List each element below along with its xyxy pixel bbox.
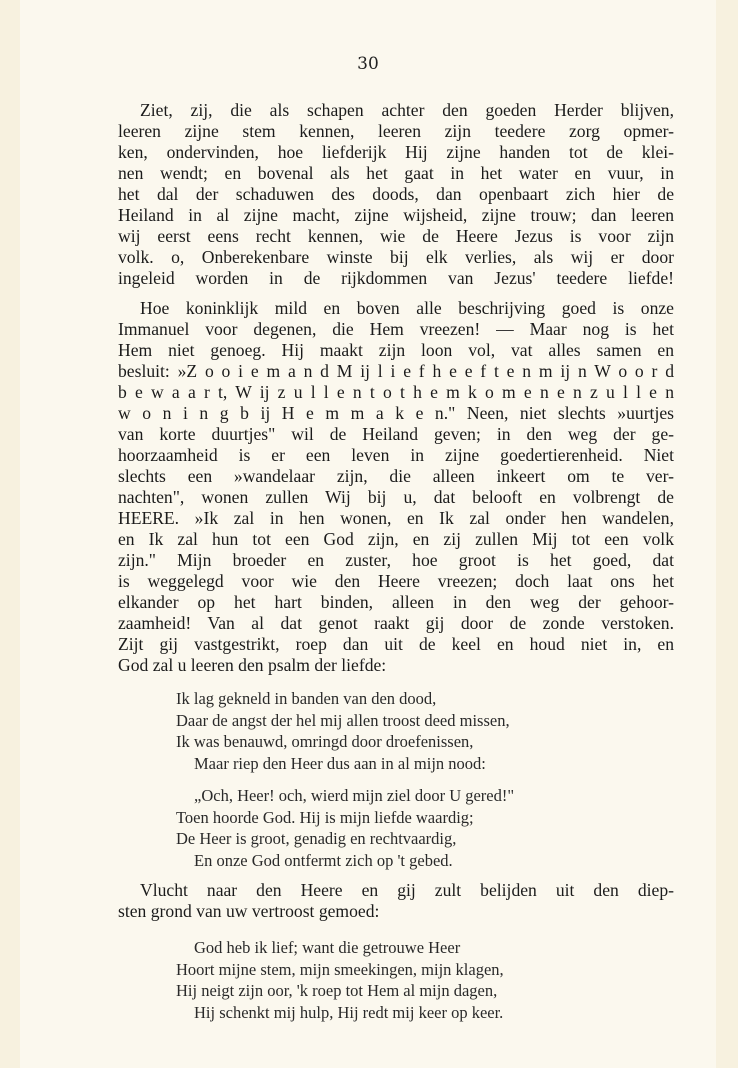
text-line: en Ik zal hun tot een God zijn, en zij zullen Mij tot een volk — [118, 529, 674, 549]
text-line: Zijt gij vastgestrikt, roep dan uit de keel en houd niet in, en — [118, 634, 674, 654]
text-line: ingeleid worden in de rijkdommen van Jezus' teedere liefde! — [118, 268, 674, 288]
text-line: is weggelegd voor wie den Heere vreezen; doch laat ons het — [118, 571, 674, 591]
text-line: nen wendt; en bovenal als het gaat in het water en vuur, in — [118, 163, 674, 183]
verse-line: Hij neigt zijn oor, 'k roep tot Hem al mijn dagen, — [176, 981, 498, 1000]
text-line: Vlucht naar den Heere en gij zult belijden uit den diep- — [140, 880, 674, 900]
text-line: Hem niet genoeg. Hij maakt zijn loon vol, vat alles samen en — [118, 340, 674, 360]
verse-line: En onze God ontfermt zich op 't gebed. — [194, 850, 453, 870]
verse-line: God heb ik lief; want die getrouwe Heer — [194, 938, 461, 957]
text-line: HEERE. »Ik zal in hen wonen, en Ik zal onder hen wandelen, — [118, 508, 674, 528]
verse-line: Hij schenkt mij hulp, Hij redt mij keer op keer. — [194, 1002, 504, 1022]
text-line: Hoe koninklijk mild en boven alle beschrijving goed is onze — [140, 298, 674, 318]
verse-line: Maar riep den Heer dus aan in al mijn nood: — [194, 753, 486, 773]
text-line: wij eerst eens recht kennen, wie de Heere Jezus is voor zijn — [118, 226, 674, 246]
text-line: elkander op het hart binden, alleen in den weg der gehoor- — [118, 592, 674, 612]
paragraph-3 — [118, 880, 674, 922]
text-line: Immanuel voor degenen, die Hem vreezen! — Maar nog is het — [118, 319, 674, 339]
verse-stanza-1 — [176, 688, 656, 774]
verse-line: Ik was benauwd, omringd door droefenissen, — [176, 732, 474, 751]
text-line: ken, ondervinden, hoe liefderijk Hij zijne handen tot de klei- — [118, 142, 674, 162]
verse-line: Daar de angst der hel mij allen troost deed missen, — [176, 710, 510, 730]
verse-line: Toen hoorde God. Hij is mijn liefde waardig; — [176, 807, 474, 827]
text-line: w o n i n g b ij H e m m a k e n." Neen, niet slechts »uurtjes — [118, 403, 674, 423]
text-line: God zal u leeren den psalm der liefde: — [118, 655, 387, 675]
text-line: zaamheid! Van al dat genot raakt gij door de zonde verstoken. — [118, 613, 674, 633]
text-line: zijn." Mijn broeder en zuster, hoe groot is het goed, dat — [118, 550, 674, 570]
text-line: volk. o, Onberekenbare winste bij elk verlies, als wij er door — [118, 247, 674, 267]
text-line: hoorzaamheid is er een leven in zijne goedertierenheid. Niet — [118, 445, 674, 465]
text-line: slechts een »wandelaar zijn, die alleen inkeert om te ver- — [118, 466, 674, 486]
verse-line: Hoort mijne stem, mijn smeekingen, mijn klagen, — [176, 959, 504, 979]
text-line: van korte duurtjes" wil de Heiland geven; in den weg der ge- — [118, 424, 674, 444]
page-number: 30 — [357, 54, 379, 74]
text-line: het dal der schaduwen des doods, dan openbaart zich hier de — [118, 184, 674, 204]
verse-stanza-2 — [176, 785, 656, 871]
text-line: b e w a a r t, W ij z u l l e n t o t h e m k o m e n e n z u l l e n — [118, 382, 674, 402]
book-page — [20, 0, 716, 1068]
text-line: besluit: »Z o o i e m a n d M ij l i e f h e e f t e n m ij n W o o r d — [118, 361, 674, 381]
text-line: leeren zijne stem kennen, leeren zijn teedere zorg opmer- — [118, 121, 674, 141]
text-line: Heiland in al zijne macht, zijne wijsheid, zijne trouw; dan leeren — [118, 205, 674, 225]
text-line: Ziet, zij, die als schapen achter den goeden Herder blijven, — [140, 100, 674, 120]
text-line: nachten", wonen zullen Wij bij u, dat belooft en volbrengt de — [118, 487, 674, 507]
paragraph-2 — [118, 298, 674, 676]
text-line: sten grond van uw vertroost gemoed: — [118, 901, 380, 921]
verse-line: Ik lag gekneld in banden van den dood, — [176, 689, 437, 708]
verse-line: „Och, Heer! och, wierd mijn ziel door U gered!" — [194, 786, 515, 805]
verse-line: De Heer is groot, genadig en rechtvaardig, — [176, 829, 457, 848]
verse-stanza-3 — [176, 937, 656, 1023]
paragraph-1 — [118, 100, 674, 289]
